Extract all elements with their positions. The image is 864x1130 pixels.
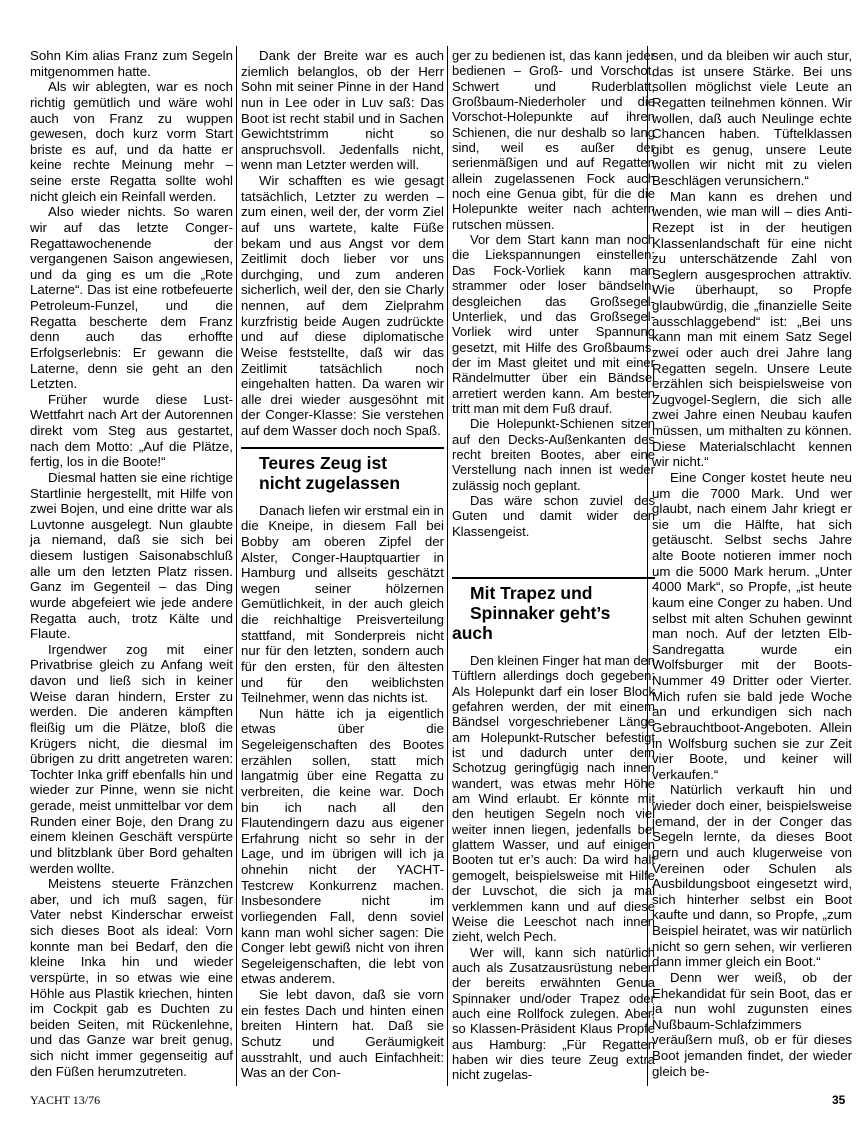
column-divider	[447, 46, 448, 1086]
paragraph: Den kleinen Finger hat man den Tüftlern allerdings doch gegeben: Als Holepunkt darf ein loser Block gefahren werden, der mit einem Bändsel vorgeschriebener Länge am Holepunkt-Rutscher befestigt ist und dadurch unter dem Schotzug geringfügig nach innen wandert, was etwas mehr Höhe am Wind erlaubt. Er könnte mit den heutigen Segeln noch viel weiter innen liegen, jedenfalls bei glattem Wasser, und auf einigen Booten tut er’s auch: Da wird halt gemogelt, beispielsweise mit Hilfe der Luvschot, die sich ja mal verklemmen kann und auf diese Weise die Leeschot nach innen zieht, welch Pech.	[452, 653, 656, 945]
paragraph: Die Holepunkt-Schienen sitzen auf den Decks-Außenkanten des recht breiten Bootes, aber eine Verstellung nach innen ist weder zulässig noch geplant.	[452, 416, 655, 493]
section-heading	[452, 577, 655, 643]
column-divider	[236, 46, 237, 1086]
paragraph: ger zu bedienen ist, das kann jeder bedienen – Groß- und Vorschot, Schwert und Ruderblatt, Großbaum-Niederholer und die Vorschot-Holepunkte auf ihren Schienen, die nur deshalb so lang sind, weil es außer der serienmäßigen und auf Regatten allein zugelassenen Fock auch noch eine Genua gibt, für die die Holepunkte weiter nach achtern rutschen müssen.	[452, 48, 655, 232]
heading-line: Spinnaker geht’s auch	[452, 603, 611, 643]
column-2	[241, 48, 444, 1081]
paragraph: Wir schafften es wie gesagt tatsächlich, Letzter zu werden – zum einen, weil der, der vorm Ziel auf uns wartete, kalte Füße bekam und aus Angst vor dem Zeitlimit doch lieber vor uns durchging, und zum anderen sicherlich, weil der, den sie Charly nennen, auf dem Zielprahm kurzfristig beide Augen zudrückte und auf diese diplomatische Weise feststellte, daß wir das Zeitlimit tatsächlich noch eingehalten hatten. Da waren wir alle drei wieder ausgesöhnt mit der Conger-Klasse: Sie verstehen auf dem Wasser doch noch Spaß.	[241, 173, 444, 438]
paragraph: Als wir ablegten, war es noch richtig gemütlich und wäre wohl auch von Franz zu wuppen gewesen, doch kurz vorm Start briste es auf, und da hatte er keine rechte Meinung mehr – seine erste Regatta sollte wohl nicht gleich ein Reinfall werden.	[30, 79, 233, 204]
heading-line: nicht zugelassen	[259, 472, 401, 493]
section-heading	[241, 447, 444, 493]
paragraph: Meistens steuerte Fränzchen aber, und ich muß sagen, für Vater nebst Kinderschar erweist sich dieses Boot als ideal: Vorn konnte man bei Bedarf, den die kleine Inka hin und wieder verspürte, in so etwas wie eine Höhle aus Plastik kriechen, hinten im Cockpit gab es Duchten zu beiden Seiten, mit Rückenlehne, und das Ganze war breit genug, sich nicht immer gegenseitig auf den Füßen herumzutreten.	[30, 876, 233, 1079]
paragraph: Natürlich verkauft hin und wieder doch einer, beispielsweise jemand, der in der Conger das Segeln lernte, da dieses Boot gern und auch klugerweise von Vereinen oder Schulen als Ausbildungsboot eingesetzt wird, sich hinterher selbst ein Boot kaufte und dann, so Propfe, „zum Beispiel heiratet, was wir natürlich nicht so gern sehen, wir verlieren dann immer gleich ein Boot.“	[652, 782, 852, 970]
paragraph: Eine Conger kostet heute neu um die 7000 Mark. Und wer glaubt, nach einem Jahr kriegt er sie um die Hälfte, hat sich getäuscht. Selbst sechs Jahre alte Boote notieren immer noch um die 5000 Mark herum. „Unter 4000 Mark“, so Propfe, „ist heute kaum eine Conger zu haben. Und selbst mit alten Schuhen gewinnt man noch. Auf der letzten Elb-Sandregatta wurde ein Wolfsburger mit der Boots-Nummer 49 Dritter oder Vierter. Mich rufen sie bald jede Woche an und erkundigen sich nach Gebrauchtboot-Angeboten. Allein in Wolfsburg suchen sie zur Zeit vier Boote, und keiner will verkaufen.“	[652, 469, 852, 782]
paragraph: sen, und da bleiben wir auch stur, das ist unsere Stärke. Bei uns sollen möglichst viele Leute an Regatten teilnehmen können. Wir wollen, daß auch Neulinge echte Chancen haben. Tüftelklassen gibt es genug, unsere Leute wollen wir nicht mit zu vielen Beschlägen verunsichern.“	[652, 48, 852, 188]
paragraph: Nun hätte ich ja eigentlich etwas über die Segeleigenschaften des Bootes erzählen sollen, statt mich langatmig über eine Regatta zu verbreiten, die keine war. Doch bin ich nach all den Flautendingern dazu aus eigener Erfahrung nicht so sehr in der Lage, und im übrigen will ich ja ohnehin nicht der YACHT-Testcrew Konkurrenz machen. Insbesondere nicht im vorliegenden Fall, denn soviel kann man wohl sicher sagen: Die Conger lebt gewiß nicht von ihren Segeleigenschaften, die lebt von etwas anderem.	[241, 705, 444, 987]
heading-line: Mit Trapez und	[470, 583, 593, 603]
paragraph: Wer will, kann sich natürlich auch als Zusatzausrüstung neben der bereits erwähnten Genua Spinnaker und/oder Trapez oder auch eine Rollfock zulegen. Aber, so Klassen-Präsident Klaus Propfe aus Hamburg: „Für Regatten haben wir dies teure Zeug extra nicht zugelas-	[452, 944, 655, 1083]
paragraph: Irgendwer zog mit einer Privatbrise gleich zu Anfang weit davon und ließ sich in keiner Weise daran hindern, Erster zu werden. Die anderen kämpften fleißig um die Plätze, bloß die Krügers nicht, die diesmal im übrigen zu dritt angetreten waren: Tochter Inka griff ebenfalls hin und wieder zur Pinne, wenn sie nicht gerade, meist unmittelbar vor dem Runden einer Boje, den Drang zu einem kleinen Geschäft verspürte und blitzblank über Bord gehalten werden wollte.	[30, 641, 233, 876]
paragraph: Diesmal hatten sie eine richtige Startlinie hergestellt, mit Hilfe von zwei Bojen, und eine dritte war als Luvtonne ausgelegt. Nun glaubte ja niemand, daß sie sich bei diesem lustigen Saisonabschluß alle um den letzten Platz rissen. Ganz im Gegenteil – das Ding wurde abgefeiert wie jede andere Regatta auch, trotz Kälte und Flaute.	[30, 469, 233, 642]
paragraph: Man kann es drehen und wenden, wie man will – dies Anti-Rezept ist in der heutigen Klassenlandschaft für eine nicht zu unterschätzende Zahl von Seglern ausgesprochen attraktiv. Wie überhaupt, so Propfe glaubwürdig, die „finanzielle Seite ausschlaggebend“ ist: „Bei uns kann man mit einem Satz Segel zwei oder auch drei Jahre lang Regatten segeln. Unsere Leute erzählen sich beispielsweise von Zugvogel-Seglern, die sich alle zwei Jahre einen Neubau kaufen müssen, um mithalten zu können. Diese Materialschlacht kennen wir nicht.“	[652, 188, 852, 470]
column-3	[452, 48, 655, 1083]
column-4	[652, 48, 852, 1079]
page-number: 35	[832, 1093, 846, 1107]
paragraph: Also wieder nichts. So waren wir auf das letzte Conger-Regattawochenende der vergangenen Saison angewiesen, und da ging es um die „Rote Laterne“. Das ist eine rotbefeuerte Petroleum-Funzel, und die Regatta bescherte dem Franz denn auch das erhoffte Erfolgserlebnis: Er gewann die Laterne, denn sie geht an den Letzten.	[30, 204, 233, 392]
paragraph: Denn wer weiß, ob der Ehekandidat für sein Boot, das er ja nun wohl zugunsten eines Nußbaum-Schlafzimmers veräußern muß, ob er für dieses Boot jemanden findet, der wieder gleich be-	[652, 969, 852, 1079]
paragraph: Das wäre schon zuviel des Guten und damit wider den Klassengeist.	[452, 492, 655, 539]
paragraph: Sohn Kim alias Franz zum Segeln mitgenommen hatte.	[30, 48, 233, 79]
magazine-issue-label: YACHT 13/76	[30, 1093, 101, 1107]
paragraph: Sie lebt davon, daß sie vorn ein festes Dach und hinten einen breiten Hintern hat. Daß sie Schutz und Geräumigkeit ausstrahlt, und auch Einfachheit: Was an der Con-	[241, 987, 444, 1081]
heading-line: Teures Zeug ist	[259, 452, 388, 473]
column-1	[30, 48, 233, 1079]
paragraph: Vor dem Start kann man noch die Liekspannungen einstellen: Das Fock-Vorliek kann man strammer oder loser bändseln, desgleichen das Großsegel-Unterliek, und das Großsegel-Vorliek wird unter Spannung gesetzt, mit Hilfe des Großbaums, der im Mast gleitet und mit einer Rändelmutter über ein Bändsel arretiert werden kann. Am besten tritt man mit dem Fuß drauf.	[452, 232, 655, 416]
paragraph: Danach liefen wir erstmal ein in die Kneipe, in diesem Fall bei Bobby am oberen Zipfel der Alster, Conger-Hauptquartier in Hamburg und allseits geschätzt wegen seiner hölzernen Gemütlichkeit, in der auch gleich die reichhaltige Preisverteilung stattfand, mit Sonderpreis nicht nur für den letzten, sondern auch für den ersten, für den ältesten und für den weiblichsten Teilnehmer, wenn das nichts ist.	[241, 502, 444, 706]
paragraph: Früher wurde diese Lust-Wettfahrt nach Art der Autorennen direkt vom Steg aus gestartet, nach dem Motto: „Auf die Plätze, fertig, los in die Boote!“	[30, 391, 233, 470]
paragraph: Dank der Breite war es auch ziemlich belanglos, ob der Herr Sohn mit seiner Pinne in der Hand nun in Lee oder in Luv saß: Das Boot ist recht stabil und in Sachen Gewichtstrimm nicht so anspruchsvoll. Jedenfalls nicht, wenn man Letzter werden will.	[241, 48, 444, 173]
